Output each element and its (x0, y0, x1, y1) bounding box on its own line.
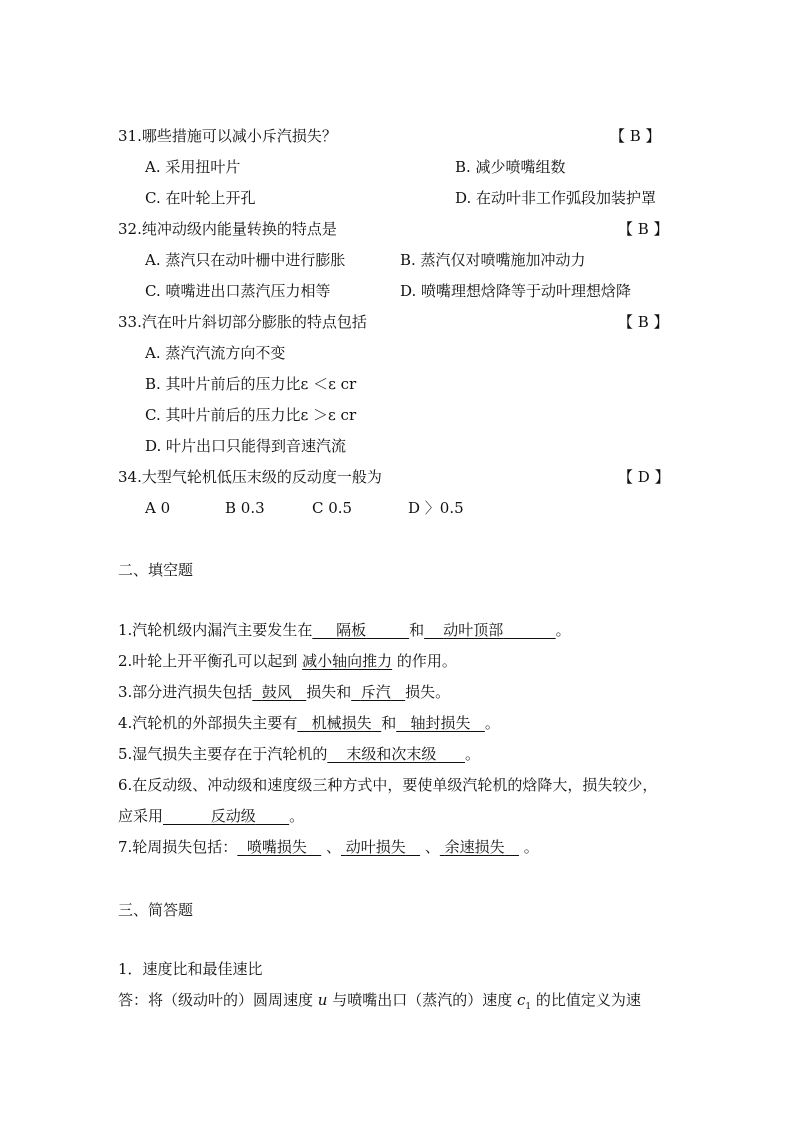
question-34: 34.大型气轮机低压末级的反动度一般为 (118, 468, 382, 486)
option-33-d: D. 叶片出口只能得到音速汽流 (145, 437, 347, 455)
option-34-c: C 0.5 (312, 499, 353, 517)
option-32-b: B. 蒸汽仅对喷嘴施加冲动力 (400, 251, 586, 269)
option-31-a: A. 采用扭叶片 (145, 158, 241, 176)
answer-33: 【 B 】 (618, 313, 669, 331)
fill-question-4 (118, 713, 500, 733)
fill-2-text: 2.叶轮上开平衡孔可以起到 (118, 652, 303, 670)
fill-1-end: 。 (555, 621, 571, 639)
fill-3-blank-1: 鼓风 (261, 683, 292, 701)
option-33-c: C. 其叶片前后的压力比ε ＞ε cr (145, 406, 357, 424)
section-heading-fill: 二、填空题 (118, 561, 194, 579)
fill-5-end: 。 (465, 745, 481, 763)
fill-3-blank-2: 斥汽 (360, 683, 391, 701)
option-31-c: C. 在叶轮上开孔 (145, 189, 256, 207)
question-31: 31.哪些措施可以减小斥汽损失？ (118, 127, 337, 145)
fill-5-blank-1: 末级和次末级 (346, 745, 437, 763)
question-33: 33.汽在叶片斜切部分膨胀的特点包括 (118, 313, 367, 331)
fill-1-mid: 和 (409, 621, 425, 639)
fill-7-blank-3: 余速损失 (444, 838, 505, 856)
fill-2-end: 的作用。 (392, 652, 457, 670)
fill-6-blank-1: 反动级 (210, 807, 256, 825)
question-32: 32.纯冲动级内能量转换的特点是 (118, 220, 337, 238)
answer-31: 【 B 】 (610, 127, 661, 145)
fill-1-blank-2: 动叶顶部 (443, 621, 504, 639)
option-31-b: B. 减少喷嘴组数 (455, 158, 566, 176)
fill-question-3 (118, 682, 450, 702)
option-34-a: A 0 (145, 499, 171, 517)
fill-4-text: 4.汽轮机的外部损失主要有 (118, 714, 298, 732)
var-c: c (517, 991, 526, 1009)
fill-1-blank-1: 隔板 (336, 621, 367, 639)
fill-7-sep-2: 、 (420, 838, 440, 856)
short-answer-text: 答：将（级动叶的）圆周速度 (118, 991, 318, 1009)
fill-7-sep-1: 、 (321, 838, 341, 856)
fill-4-blank-1: 机械损失 (311, 714, 372, 732)
fill-3-end: 损失。 (405, 683, 451, 701)
fill-1-text: 1.汽轮机级内漏汽主要发生在 (118, 621, 313, 639)
fill-5-text: 5.湿气损失主要存在于汽轮机的 (118, 745, 328, 763)
fill-question-5 (118, 744, 480, 764)
fill-question-2 (118, 651, 457, 671)
fill-6-text: 应采用 (118, 807, 164, 825)
var-c-sub: 1 (525, 1002, 532, 1012)
fill-3-mid: 损失和 (306, 683, 352, 701)
option-33-a: A. 蒸汽汽流方向不变 (145, 344, 286, 362)
fill-4-mid: 和 (381, 714, 397, 732)
fill-7-blank-1: 喷嘴损失 (246, 838, 307, 856)
fill-question-6-line1: 6.在反动级、冲动级和速度级三种方式中，要使单级汽轮机的焓降大，损失较少， (118, 776, 658, 794)
section-heading-short: 三、简答题 (118, 901, 194, 919)
option-34-b: B 0.3 (225, 499, 265, 517)
option-31-d: D. 在动叶非工作弧段加装护罩 (455, 189, 657, 207)
fill-7-blank-2: 动叶损失 (345, 838, 406, 856)
fill-question-7 (118, 837, 539, 857)
short-answer-end: 的比值定义为速 (531, 991, 641, 1009)
fill-question-6-line2 (118, 806, 304, 826)
fill-4-end: 。 (484, 714, 500, 732)
option-33-b: B. 其叶片前后的压力比ε ＜ε cr (145, 375, 357, 393)
short-answer-mid: 与喷嘴出口（蒸汽的）速度 (327, 991, 517, 1009)
short-question-1: 1．速度比和最佳速比 (118, 960, 263, 978)
short-answer-1 (118, 990, 641, 1017)
answer-32: 【 B 】 (618, 220, 669, 238)
fill-7-text: 7.轮周损失包括： (118, 838, 238, 856)
fill-3-text: 3.部分进汽损失包括 (118, 683, 253, 701)
option-34-d: D 〉0.5 (408, 499, 464, 517)
fill-4-blank-2: 轴封损失 (410, 714, 471, 732)
option-32-c: C. 喷嘴进出口蒸汽压力相等 (145, 282, 331, 300)
fill-6-end: 。 (289, 807, 305, 825)
fill-2-blank-1: 减小轴向推力 (302, 652, 393, 670)
option-32-d: D. 喷嘴理想焓降等于动叶理想焓降 (400, 282, 632, 300)
option-32-a: A. 蒸汽只在动叶栅中进行膨胀 (145, 251, 346, 269)
fill-7-end: 。 (518, 838, 539, 856)
fill-question-1 (118, 620, 571, 640)
var-u: u (317, 991, 328, 1009)
answer-34: 【 D 】 (618, 468, 670, 486)
